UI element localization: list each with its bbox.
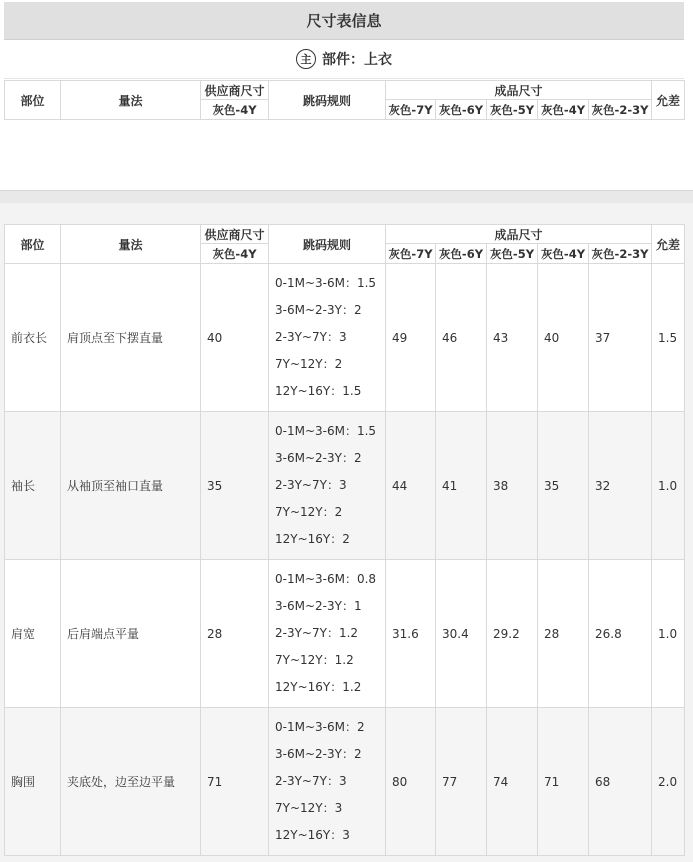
col-size-1: 灰色-6Y — [436, 100, 487, 120]
row-size: 44 — [386, 412, 436, 560]
row-size: 35 — [538, 412, 589, 560]
row-size: 77 — [436, 708, 487, 856]
row-rules — [269, 560, 386, 708]
col-supplier-sub: 灰色-4Y — [201, 100, 269, 120]
row-tolerance: 1.0 — [652, 412, 685, 560]
col-part: 部位 — [5, 81, 61, 120]
row-size: 71 — [538, 708, 589, 856]
size-table-header-top — [4, 80, 685, 120]
size-table — [4, 224, 685, 856]
rule-line: 12Y~16Y：3 — [275, 828, 350, 842]
row-method: 从袖顶至袖口直量 — [61, 412, 201, 560]
row-part: 肩宽 — [5, 560, 61, 708]
row-size: 41 — [436, 412, 487, 560]
row-size: 32 — [589, 412, 652, 560]
row-size: 43 — [487, 264, 538, 412]
rule-line: 3-6M~2-3Y：2 — [275, 303, 362, 317]
col-tolerance: 允差 — [652, 225, 685, 264]
rule-line: 12Y~16Y：2 — [275, 532, 350, 546]
rule-line: 0-1M~3-6M：2 — [275, 720, 365, 734]
col-jump-rule: 跳码规则 — [269, 225, 386, 264]
rule-line: 12Y~16Y：1.2 — [275, 680, 362, 694]
col-size-2: 灰色-5Y — [487, 100, 538, 120]
row-size: 31.6 — [386, 560, 436, 708]
table-row — [5, 560, 685, 708]
rule-line: 2-3Y~7Y：3 — [275, 330, 347, 344]
row-part: 前衣长 — [5, 264, 61, 412]
row-method: 肩顶点至下摆直量 — [61, 264, 201, 412]
rule-line: 2-3Y~7Y：3 — [275, 774, 347, 788]
row-size: 29.2 — [487, 560, 538, 708]
col-size-4: 灰色-2-3Y — [589, 244, 652, 264]
main-badge-icon: 主 — [296, 49, 316, 69]
page-title — [4, 2, 684, 40]
rule-line: 7Y~12Y：2 — [275, 505, 343, 519]
col-supplier: 供应商尺寸 — [201, 225, 269, 244]
row-size: 49 — [386, 264, 436, 412]
row-supplier: 28 — [201, 560, 269, 708]
row-size: 80 — [386, 708, 436, 856]
col-tolerance: 允差 — [652, 81, 685, 120]
table-row — [5, 412, 685, 560]
col-size-0: 灰色-7Y — [386, 244, 436, 264]
row-size: 46 — [436, 264, 487, 412]
rule-line: 3-6M~2-3Y：2 — [275, 747, 362, 761]
row-part: 胸围 — [5, 708, 61, 856]
col-finished: 成品尺寸 — [386, 225, 652, 244]
row-size: 74 — [487, 708, 538, 856]
rule-line: 0-1M~3-6M：0.8 — [275, 572, 377, 586]
rule-line: 7Y~12Y：2 — [275, 357, 343, 371]
row-size: 38 — [487, 412, 538, 560]
row-size: 40 — [538, 264, 589, 412]
col-size-0: 灰色-7Y — [386, 100, 436, 120]
col-size-3: 灰色-4Y — [538, 244, 589, 264]
top-panel — [0, 0, 693, 190]
part-label: 部件：上衣 — [322, 52, 392, 68]
row-rules — [269, 708, 386, 856]
row-supplier: 35 — [201, 412, 269, 560]
rule-line: 12Y~16Y：1.5 — [275, 384, 362, 398]
col-method: 量法 — [61, 81, 201, 120]
row-supplier: 71 — [201, 708, 269, 856]
row-tolerance: 1.0 — [652, 560, 685, 708]
row-method: 后肩端点平量 — [61, 560, 201, 708]
row-size: 37 — [589, 264, 652, 412]
row-method: 夹底处，边至边平量 — [61, 708, 201, 856]
col-finished: 成品尺寸 — [386, 81, 652, 100]
rule-line: 2-3Y~7Y：1.2 — [275, 626, 359, 640]
table-row — [5, 264, 685, 412]
row-size: 30.4 — [436, 560, 487, 708]
row-tolerance: 2.0 — [652, 708, 685, 856]
col-size-1: 灰色-6Y — [436, 244, 487, 264]
col-supplier: 供应商尺寸 — [201, 81, 269, 100]
title-text: 尺寸表信息 — [306, 12, 382, 30]
row-part: 袖长 — [5, 412, 61, 560]
col-jump-rule: 跳码规则 — [269, 81, 386, 120]
rule-line: 7Y~12Y：3 — [275, 801, 343, 815]
rule-line: 2-3Y~7Y：3 — [275, 478, 347, 492]
row-tolerance: 1.5 — [652, 264, 685, 412]
rule-line: 3-6M~2-3Y：2 — [275, 451, 362, 465]
col-method: 量法 — [61, 225, 201, 264]
row-size: 28 — [538, 560, 589, 708]
row-size: 68 — [589, 708, 652, 856]
row-rules — [269, 412, 386, 560]
section-divider — [0, 190, 693, 203]
col-size-3: 灰色-4Y — [538, 100, 589, 120]
rule-line: 0-1M~3-6M：1.5 — [275, 424, 377, 438]
col-supplier-sub: 灰色-4Y — [201, 244, 269, 264]
rule-line: 0-1M~3-6M：1.5 — [275, 276, 377, 290]
col-size-4: 灰色-2-3Y — [589, 100, 652, 120]
col-size-2: 灰色-5Y — [487, 244, 538, 264]
col-part: 部位 — [5, 225, 61, 264]
rule-line: 7Y~12Y：1.2 — [275, 653, 354, 667]
part-header — [4, 40, 684, 79]
row-size: 26.8 — [589, 560, 652, 708]
row-rules — [269, 264, 386, 412]
table-row — [5, 708, 685, 856]
row-supplier: 40 — [201, 264, 269, 412]
rule-line: 3-6M~2-3Y：1 — [275, 599, 362, 613]
